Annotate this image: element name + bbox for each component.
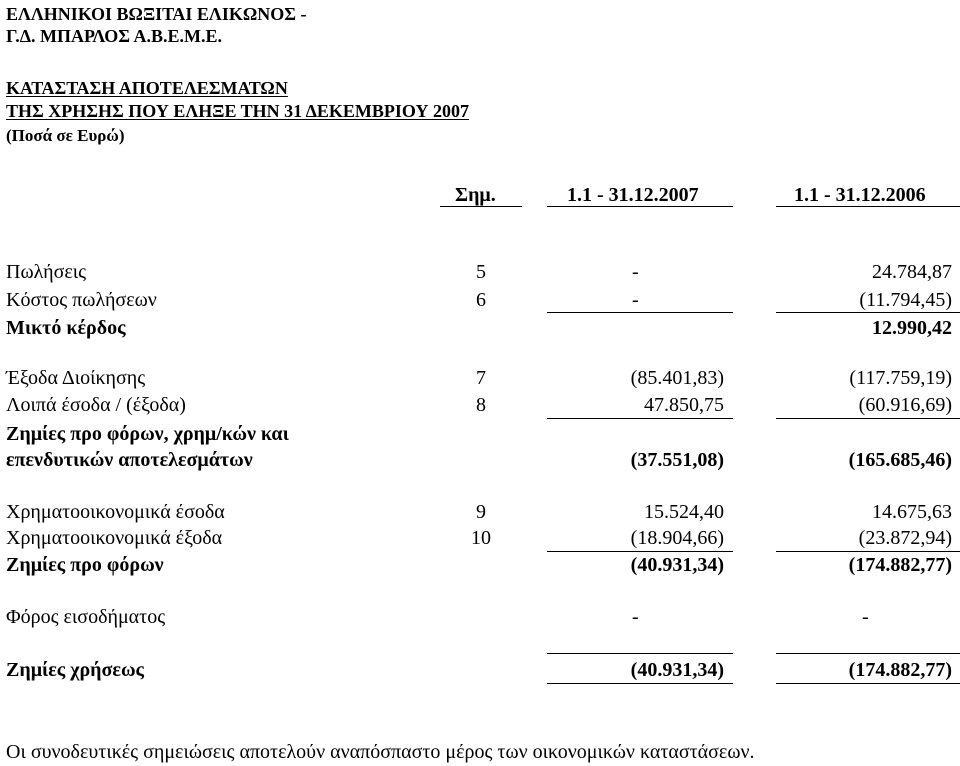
company-name-line2: Γ.Δ. ΜΠΑΡΛΟΣ Α.Β.Ε.Μ.Ε.	[6, 26, 223, 46]
row-note: 8	[476, 394, 486, 416]
units-note: (Ποσά σε Ευρώ)	[6, 126, 125, 145]
header-underline-2007	[547, 206, 733, 207]
value-2007: 15.524,40	[644, 501, 724, 523]
header-underline-note	[440, 206, 522, 207]
row-note: 10	[471, 527, 491, 549]
subtotal-line-2006	[776, 551, 960, 552]
value-2006: (117.759,19)	[849, 367, 952, 389]
table-row-admin-expenses	[0, 366, 960, 391]
subtotal-line-2007	[547, 418, 733, 419]
table-row-financial-income	[0, 500, 960, 525]
table-row-other-income	[0, 393, 960, 418]
header-underline-2006	[776, 206, 960, 207]
row-note: 6	[476, 289, 486, 311]
value-2006: 24.784,87	[872, 261, 952, 283]
value-2006: 14.675,63	[872, 501, 952, 523]
total-line-top-2006	[776, 653, 960, 654]
total-line-bottom-2007	[547, 683, 733, 684]
subtotal-line-2007	[547, 551, 733, 552]
table-row-loss-for-year	[0, 658, 960, 683]
column-header-note: Σημ.	[455, 184, 496, 206]
column-header-2007: 1.1 - 31.12.2007	[567, 184, 699, 206]
value-2006: 12.990,42	[872, 317, 952, 339]
value-2006: -	[862, 606, 869, 628]
table-row-loss-before-financial	[0, 448, 960, 473]
statement-title-line2: ΤΗΣ ΧΡΗΣΗΣ ΠΟΥ ΕΛΗΞΕ ΤΗΝ 31 ΔΕΚΕΜΒΡΙΟΥ 2007	[6, 101, 469, 121]
value-2006: (174.882,77)	[848, 659, 952, 681]
row-label: Φόρος εισοδήματος	[6, 606, 166, 628]
value-2007: 47.850,75	[644, 394, 724, 416]
subtotal-line-2006	[776, 418, 960, 419]
value-2007: (85.401,83)	[630, 367, 724, 389]
row-label: Χρηματοοικονομικά έξοδα	[6, 527, 223, 549]
total-line-top-2007	[547, 653, 733, 654]
value-2007: (18.904,66)	[630, 527, 724, 549]
value-2007: -	[632, 261, 639, 283]
statement-title-line1: ΚΑΤΑΣΤΑΣΗ ΑΠΟΤΕΛΕΣΜΑΤΩΝ	[6, 78, 288, 98]
value-2006: (165.685,46)	[848, 449, 952, 471]
row-label-line2: επενδυτικών αποτελεσμάτων	[6, 449, 253, 471]
row-label: Χρηματοοικονομικά έσοδα	[6, 501, 225, 523]
row-label: Κόστος πωλήσεων	[6, 289, 157, 311]
table-row-gross-profit	[0, 316, 960, 341]
table-row-income-tax	[0, 605, 960, 630]
company-name-line1: ΕΛΛΗΝΙΚΟΙ ΒΩΞΙΤΑΙ ΕΛΙΚΩΝΟΣ -	[6, 4, 307, 24]
row-label: Έξοδα Διοίκησης	[6, 367, 146, 389]
row-note: 7	[476, 367, 486, 389]
footnote: Οι συνοδευτικές σημειώσεις αποτελούν αναπόσπαστο μέρος των οικονομικών καταστάσεων.	[6, 741, 755, 763]
value-2006: (60.916,69)	[858, 394, 952, 416]
value-2006: (23.872,94)	[858, 527, 952, 549]
row-label: Ζημίες προ φόρων	[6, 554, 164, 576]
value-2007: -	[632, 606, 639, 628]
row-label: Μικτό κέρδος	[6, 317, 126, 339]
value-2007: -	[632, 289, 639, 311]
subtotal-line-2007	[547, 312, 733, 313]
value-2007: (37.551,08)	[630, 449, 724, 471]
value-2007: (40.931,34)	[630, 659, 724, 681]
row-note: 5	[476, 261, 486, 283]
table-row-cost-of-sales	[0, 288, 960, 313]
row-label: Ζημίες χρήσεως	[6, 659, 144, 681]
table-row-sales	[0, 260, 960, 285]
row-note: 9	[476, 501, 486, 523]
column-header-2006: 1.1 - 31.12.2006	[794, 184, 926, 206]
row-label: Πωλήσεις	[6, 261, 87, 283]
total-line-bottom-2006	[776, 683, 960, 684]
table-row-loss-before-tax	[0, 553, 960, 578]
subtotal-line-2006	[776, 312, 960, 313]
value-2007: (40.931,34)	[630, 554, 724, 576]
table-row-financial-expenses	[0, 526, 960, 551]
row-label-line1: Ζημίες προ φόρων, χρημ/κών και	[6, 423, 289, 445]
table-row-loss-before-financial-label	[0, 422, 960, 447]
row-label: Λοιπά έσοδα / (έξοδα)	[6, 394, 186, 416]
value-2006: (11.794,45)	[859, 289, 952, 311]
value-2006: (174.882,77)	[848, 554, 952, 576]
